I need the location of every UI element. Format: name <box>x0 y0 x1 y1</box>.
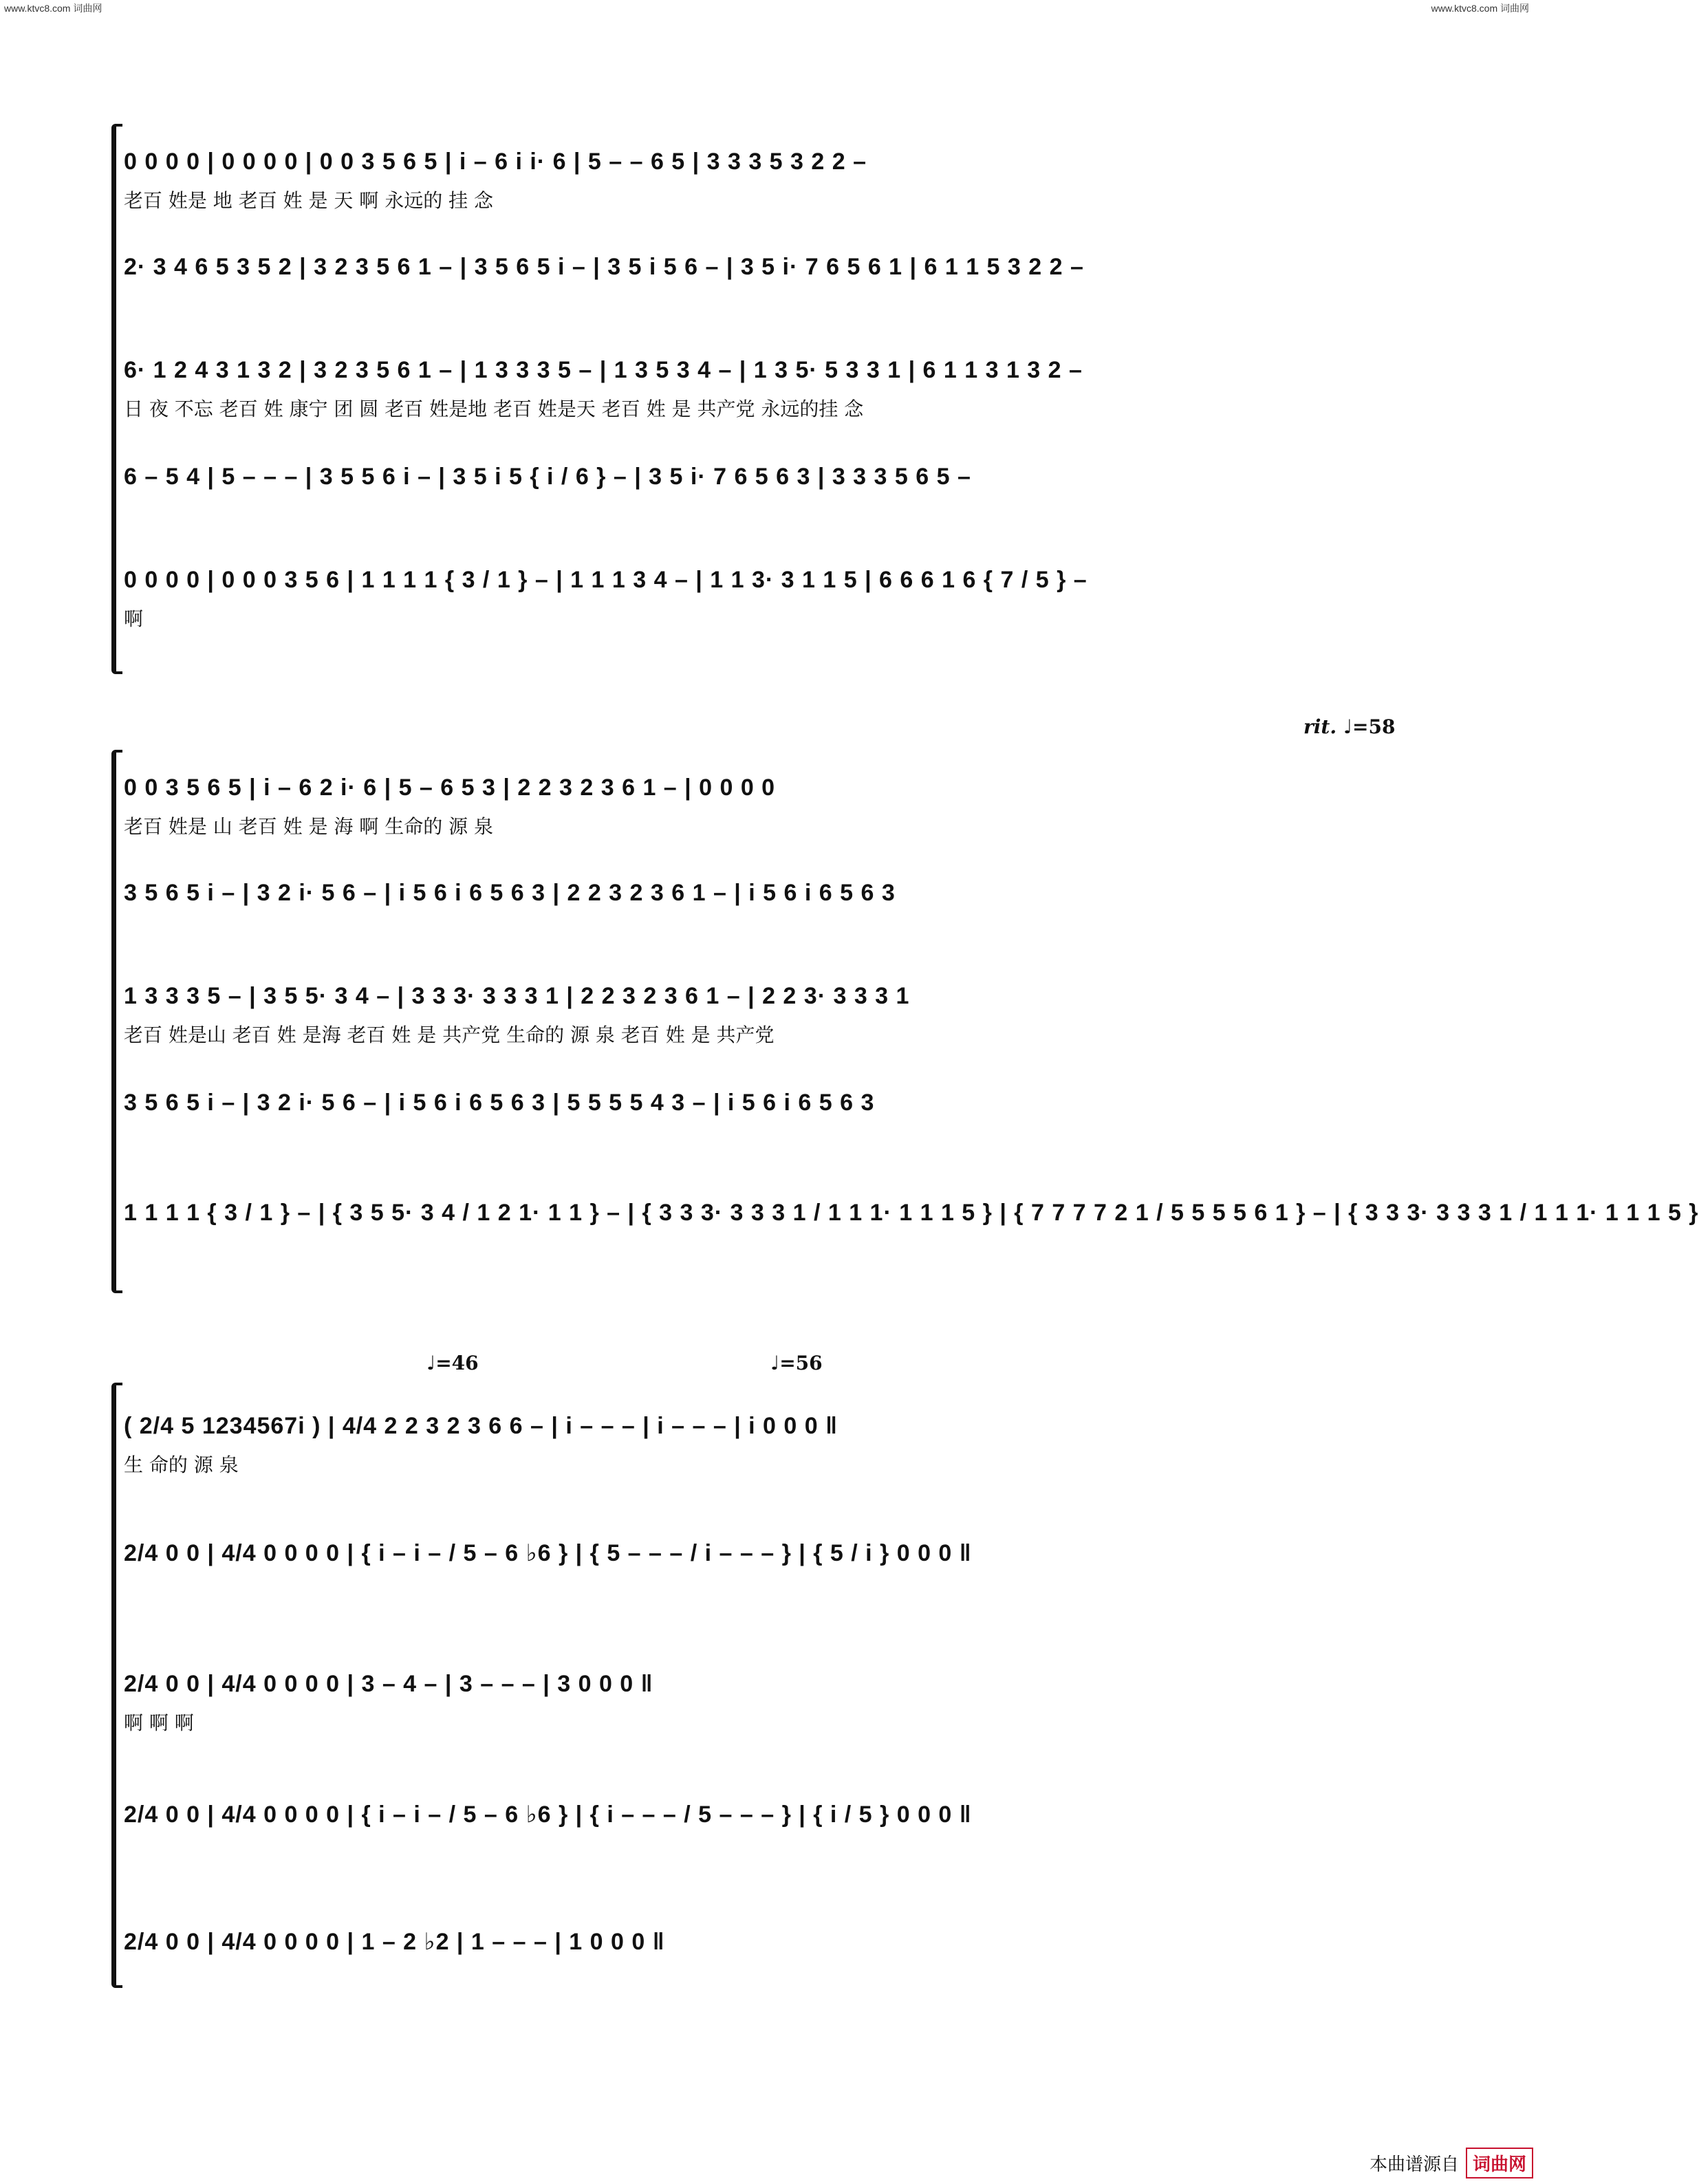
notation-line: 6· 1 2 4 3 1 3 2 | 3 2 3 5 6 1 – | 1 3 3 3 5 – | 1 3 5 3 4 – | 1 3 5· 5 3 3 1 | 6 1 1 3 1 3 2 – <box>124 357 1083 383</box>
system-bracket <box>111 1383 122 1988</box>
quarter-note-icon: ♩ <box>426 1352 436 1374</box>
lyrics-line: 啊 啊 啊 <box>124 1711 194 1734</box>
tempo-marking-56 <box>770 1352 823 1374</box>
lyrics-line: 老百 姓是 山 老百 姓 是 海 啊 生命的 源 泉 <box>124 815 494 838</box>
footer-attribution <box>1370 2148 1533 2178</box>
lyrics-line <box>124 920 1438 944</box>
tempo-value: =56 <box>779 1352 823 1374</box>
lyrics-line <box>124 1969 1438 1993</box>
notation-line: 0 0 3 5 6 5 | i – 6 2 i· 6 | 5 – 6 5 3 | 2 2 3 2 3 6 1 – | 0 0 0 0 <box>124 775 776 801</box>
score-system-2 <box>103 750 1699 1293</box>
notation-line: 0 0 0 0 | 0 0 0 0 | 0 0 3 5 6 5 | i – 6 i i· 6 | 5 – – 6 5 | 3 3 3 5 3 2 2 – <box>124 149 867 175</box>
lyrics-line <box>124 1129 1438 1154</box>
lyrics-line <box>124 1841 1438 1866</box>
notation-line: 2/4 0 0 | 4/4 0 0 0 0 | 1 – 2 ♭2 | 1 – – – | 1 0 0 0 ‖ <box>124 1929 665 1955</box>
system-bracket <box>111 124 122 674</box>
lyrics-line: 日 夜 不忘 老百 姓 康宁 团 圆 老百 姓是地 老百 姓是天 老百 姓 是 共产党 永远的挂 念 <box>124 398 864 420</box>
lyrics-line <box>124 1240 1438 1264</box>
site-header-left: www.ktvc8.com 词曲网 <box>4 3 102 14</box>
notation-line: 3 5 6 5 i – | 3 2 i· 5 6 – | i 5 6 i 6 5 6 3 | 2 2 3 2 3 6 1 – | i 5 6 i 6 5 6 3 <box>124 880 896 906</box>
notation-line: 2/4 0 0 | 4/4 0 0 0 0 | { i – i – / 5 – 6 ♭6 } | { i – – – / 5 – – – } | { i / 5 } 0 0 0 ‖ <box>124 1802 972 1828</box>
tempo-value: =46 <box>435 1352 479 1374</box>
notation-line: 2/4 0 0 | 4/4 0 0 0 0 | 3 – 4 – | 3 – – – | 3 0 0 0 ‖ <box>124 1671 653 1697</box>
score-system-1 <box>103 124 1438 674</box>
notation-line: 3 5 6 5 i – | 3 2 i· 5 6 – | i 5 6 i 6 5 6 3 | 5 5 5 5 4 3 – | i 5 6 i 6 5 6 3 <box>124 1090 875 1116</box>
lyrics-line: 老百 姓是山 老百 姓 是海 老百 姓 是 共产党 生命的 源 泉 老百 姓 是 共产党 <box>124 1024 775 1046</box>
score-system-3 <box>103 1383 1438 1988</box>
notation-line: ( 2/4 5 1234567i ) | 4/4 2 2 3 2 3 6 6 – | i – – – | i – – – | i 0 0 0 ‖ <box>124 1413 838 1439</box>
system-bracket <box>111 750 122 1293</box>
notation-line: 1 3 3 3 5 – | 3 5 5· 3 4 – | 3 3 3· 3 3 3 1 | 2 2 3 2 3 6 1 – | 2 2 3· 3 3 3 1 <box>124 983 910 1009</box>
lyrics-line <box>124 1580 1438 1605</box>
tempo-marking-46 <box>426 1352 479 1374</box>
notation-line: 2/4 0 0 | 4/4 0 0 0 0 | { i – i – / 5 – 6 ♭6 } | { 5 – – – / i – – – } | { 5 / i } 0 0 0 ‖ <box>124 1540 972 1566</box>
lyrics-line <box>124 504 1438 528</box>
notation-line: 6 – 5 4 | 5 – – – | 3 5 5 6 i – | 3 5 i 5 { i / 6 } – | 3 5 i· 7 6 5 6 3 | 3 3 3 5 6 5 – <box>124 464 971 490</box>
notation-line: 0 0 0 0 | 0 0 0 3 5 6 | 1 1 1 1 { 3 / 1 } – | 1 1 1 3 4 – | 1 1 3· 3 1 1 5 | 6 6 6 1 6 { 7 / 5 } – <box>124 567 1087 593</box>
footer-text: 本曲谱源自 <box>1369 2154 1459 2174</box>
site-logo[interactable]: 词曲网 <box>1466 2148 1533 2178</box>
notation-line: 1 1 1 1 { 3 / 1 } – | { 3 5 5· 3 4 / 1 2 1· 1 1 } – | { 3 3 3· 3 3 3 1 / 1 1 1· 1 1 1 5 } | { 7 7 7 7 2 1 / 5 5 5 5 6 1 } – | { 3 3 3· 3 3 3 1 / 1 1 1· 1 1 1 5 } <box>124 1200 1699 1226</box>
lyrics-line: 生 命的 源 泉 <box>124 1453 239 1476</box>
quarter-note-icon: ♩ <box>1343 715 1353 738</box>
tempo-value: =58 <box>1352 715 1396 738</box>
lyrics-line: 老百 姓是 地 老百 姓 是 天 啊 永远的 挂 念 <box>124 189 494 212</box>
rit-label: rit. <box>1303 715 1337 738</box>
site-header-right: www.ktvc8.com 词曲网 <box>1431 3 1529 14</box>
lyrics-line <box>124 294 1438 318</box>
tempo-marking-rit <box>1303 715 1395 738</box>
lyrics-line: 啊 <box>124 607 144 630</box>
notation-line: 2· 3 4 6 5 3 5 2 | 3 2 3 5 6 1 – | 3 5 6 5 i – | 3 5 i 5 6 – | 3 5 i· 7 6 5 6 1 | 6 1 1 5 3 2 2 – <box>124 254 1084 280</box>
quarter-note-icon: ♩ <box>770 1352 780 1374</box>
